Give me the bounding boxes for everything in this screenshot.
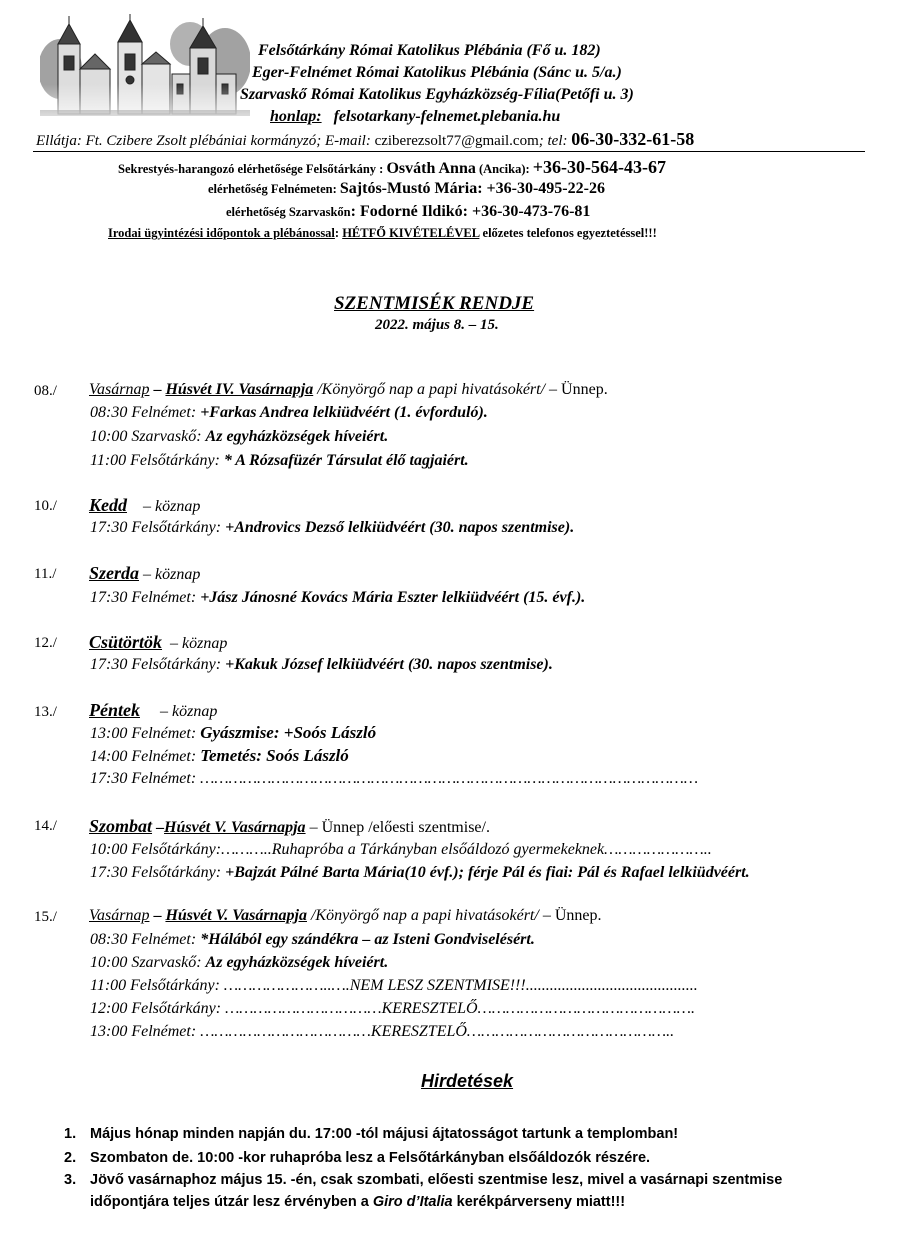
mass-intention: Temetés: Soós László: [200, 746, 349, 765]
parish-line-2: Eger-Felnémet Római Katolikus Plébánia (Sánc u. 5/a.): [252, 64, 622, 81]
mass-time: 11:00 Felsőtárkány:: [90, 452, 224, 469]
mass-entry: [90, 931, 535, 949]
announcement-item: [64, 1172, 864, 1192]
day-name: Péntek: [89, 700, 140, 720]
office-hours-colon: :: [334, 226, 343, 240]
mass-intention: Az egyházközségek híveiért.: [205, 954, 389, 971]
mass-intention: +Bajzát Pálné Barta Mária(10 évf.); férje Pál és fiai: Pál és Rafael lelkiüdvéért.: [225, 864, 750, 881]
day-heading: [89, 816, 490, 837]
mass-intention: ………………………………KERESZTELŐ……………………………………..: [200, 1023, 675, 1040]
day-number: 12./: [34, 635, 57, 651]
day-heading: [89, 907, 601, 925]
mass-entry: [90, 428, 388, 446]
item-text: kerékpárverseny miatt!!!: [452, 1194, 626, 1210]
parish-line-3: Szarvaskő Római Katolikus Egyházközség-Fília(Petőfi u. 3): [240, 86, 634, 103]
mass-time: 17:30 Felsőtárkány:: [90, 519, 226, 536]
mass-time: 17:30 Felsőtárkány:: [90, 656, 226, 673]
mass-entry: 17:30 Felnémet: ……………………………………………………………………………………………: [90, 770, 699, 787]
sacristan-label: Sekrestyés-harangozó elérhetősége Felsőtárkány :: [118, 162, 387, 176]
dash: –: [149, 907, 166, 924]
mass-entry: [90, 841, 712, 859]
day-number: 14./: [34, 818, 57, 834]
day-kind: – köznap: [143, 566, 201, 583]
felnemet-contact-line: [208, 180, 605, 198]
mass-time: 12:00 Felsőtárkány:: [90, 1000, 226, 1017]
item-text: időpontjára teljes útzár lesz érvényben a: [90, 1194, 373, 1210]
mass-intention: Gyászmise: +Soós László: [200, 723, 377, 742]
mass-time: 17:30 Felnémet:: [90, 589, 201, 606]
mass-entry: [90, 977, 698, 995]
szarvasko-label: elérhetőség Szarvaskőn: [226, 205, 351, 219]
parish-line-1: Felsőtárkány Római Katolikus Plébánia (Fő u. 182): [258, 42, 601, 59]
mass-entry: [90, 452, 469, 470]
day-number: 10./: [34, 498, 57, 514]
mass-time: 11:00 Felsőtárkány:: [90, 977, 224, 994]
schedule-dates: 2022. május 8. – 15.: [375, 317, 499, 333]
mass-intention: +Androvics Dezső lelkiüdvéért (30. napos szentmise).: [225, 519, 575, 536]
mass-intention: *Hálából egy szándékra – az Isteni Gondviselésért.: [200, 931, 535, 948]
szarvasko-contact-line: [226, 203, 590, 221]
felnemet-contact: Sajtós-Mustó Mária: +36-30-495-22-26: [339, 180, 605, 197]
mass-time: 17:30 Felsőtárkány:: [90, 864, 226, 881]
homepage-label: honlap:: [270, 108, 322, 125]
feast-name: Húsvét V. Vasárnapja: [165, 907, 307, 924]
day-kind: – Ünnep.: [538, 907, 602, 924]
announcement-continuation: [90, 1194, 625, 1210]
sacristan-nick: (Ancika):: [478, 162, 530, 176]
day-number: 11./: [34, 566, 57, 582]
email-link[interactable]: cziberezsolt77@gmail.com: [374, 133, 539, 149]
mass-time: 10:00 Szarvaskő:: [90, 428, 206, 445]
mass-time: 13:00 Felnémet:: [90, 725, 201, 742]
mass-intention: Ruhapróba a Tárkányban elsőáldozó gyermekeknek…………………..: [271, 841, 712, 858]
day-name: Szerda: [89, 563, 140, 583]
mass-entry: [90, 404, 488, 422]
mass-entry: [90, 954, 388, 972]
feast-name: Húsvét V. Vasárnapja: [164, 819, 306, 836]
sacristan-name: Osváth Anna: [386, 160, 476, 177]
office-hours-label: Irodai ügyintézési időpontok a plébánossal: [108, 226, 335, 240]
day-kind: – köznap: [160, 703, 218, 720]
announcement-item: [64, 1150, 864, 1170]
mass-intention: …………………..….NEM LESZ SZENTMISE!!!...........................................: [223, 977, 698, 994]
mass-entry: [90, 746, 349, 766]
administrator-label: Ellátja: Ft. Czibere Zsolt plébániai kormányzó; E-mail:: [36, 133, 371, 149]
schedule-title: SZENTMISÉK RENDJE: [334, 293, 535, 314]
day-name: Kedd: [89, 495, 127, 515]
mass-entry: [90, 723, 376, 743]
day-kind: – köznap: [170, 635, 228, 652]
item-number: 3.: [64, 1172, 77, 1188]
dash: –: [152, 819, 165, 836]
feast-note: /Könyörgő nap a papi hivatásokért/: [313, 381, 546, 398]
sacristan-line: [118, 157, 666, 178]
mass-time: 08:30 Felnémet:: [90, 931, 201, 948]
mass-time: 08:30 Felnémet:: [90, 404, 201, 421]
day-name: Szombat: [89, 816, 153, 836]
dash: –: [149, 381, 166, 398]
announcements-title: Hirdetések: [421, 1071, 514, 1091]
day-kind: – Ünnep /előesti szentmise/.: [305, 819, 490, 836]
felnemet-label: elérhetőség Felnémeten:: [208, 182, 340, 196]
announcement-item: [64, 1126, 864, 1146]
mass-time: 10:00 Felsőtárkány:………..: [90, 841, 272, 858]
header-divider: [33, 151, 865, 152]
day-name: Vasárnap: [89, 907, 150, 924]
day-kind: – Ünnep.: [545, 381, 608, 398]
mass-entry: [90, 864, 750, 882]
day-name: Csütörtök: [89, 632, 163, 652]
mass-intention: +Kakuk József lelkiüdvéért (30. napos szentmise).: [225, 656, 553, 673]
mass-entry: [90, 589, 585, 607]
sacristan-phone: +36-30-564-43-67: [532, 157, 667, 177]
mass-entry: [90, 1000, 695, 1018]
mass-intention: Az egyházközségek híveiért.: [205, 428, 389, 445]
feast-name: Húsvét IV. Vasárnapja: [165, 381, 314, 398]
day-number: 15./: [34, 909, 57, 925]
item-text: Jövő vasárnaphoz május 15. -én, csak szombati, előesti szentmise lesz, mivel a vasárnapi szentmise: [90, 1172, 783, 1188]
item-number: 1.: [64, 1126, 77, 1142]
day-heading: [89, 563, 200, 584]
homepage-line: [270, 108, 560, 126]
day-heading: [89, 495, 200, 516]
office-hours-line: [108, 226, 657, 241]
day-number: 13./: [34, 704, 57, 720]
item-text: Május hónap minden napján du. 17:00 -tól májusi ájtatosságot tartunk a templomban!: [90, 1126, 679, 1142]
item-text: Szombaton de. 10:00 -kor ruhapróba lesz a Felsőtárkányban elsőáldozók részére.: [90, 1150, 651, 1166]
tel-label: ; tel:: [538, 133, 568, 149]
mass-time: 13:00 Felnémet:: [90, 1023, 201, 1040]
office-hours-note: előzetes telefonos egyeztetéssel!!!: [479, 226, 657, 240]
day-heading: [89, 632, 227, 653]
mass-entry: [90, 519, 574, 537]
mass-intention: * A Rózsafüzér Társulat élő tagjaiért.: [223, 452, 469, 469]
race-name: Giro d’Italia: [372, 1194, 453, 1210]
mass-entry: [90, 1023, 674, 1041]
office-hours-exception: HÉTFŐ KIVÉTELÉVEL: [342, 226, 480, 240]
day-kind: – köznap: [143, 498, 201, 515]
mass-intention: +Farkas Andrea lelkiüdvéért (1. évforduló).: [200, 404, 488, 421]
szarvasko-contact: : Fodorné Ildikó: +36-30-473-76-81: [350, 203, 591, 220]
mass-entry: [90, 656, 553, 674]
mass-time: 10:00 Szarvaskő:: [90, 954, 206, 971]
tel-number: 06-30-332-61-58: [571, 129, 695, 149]
contact-line: [36, 129, 694, 150]
item-number: 2.: [64, 1150, 77, 1166]
mass-intention: ……………………………KERESZTELŐ……………………………………….: [225, 1000, 695, 1017]
mass-time: 14:00 Felnémet:: [90, 748, 201, 765]
day-name: Vasárnap: [89, 381, 150, 398]
day-heading: [89, 700, 217, 721]
day-heading: [89, 381, 608, 399]
church-logo: [40, 14, 250, 126]
mass-intention: +Jász Jánosné Kovács Mária Eszter lelkiüdvéért (15. évf.).: [200, 589, 586, 606]
homepage-link[interactable]: felsotarkany-felnemet.plebania.hu: [333, 108, 561, 125]
day-number: 08./: [34, 383, 57, 399]
feast-note: /Könyörgő nap a papi hivatásokért/: [306, 907, 539, 924]
